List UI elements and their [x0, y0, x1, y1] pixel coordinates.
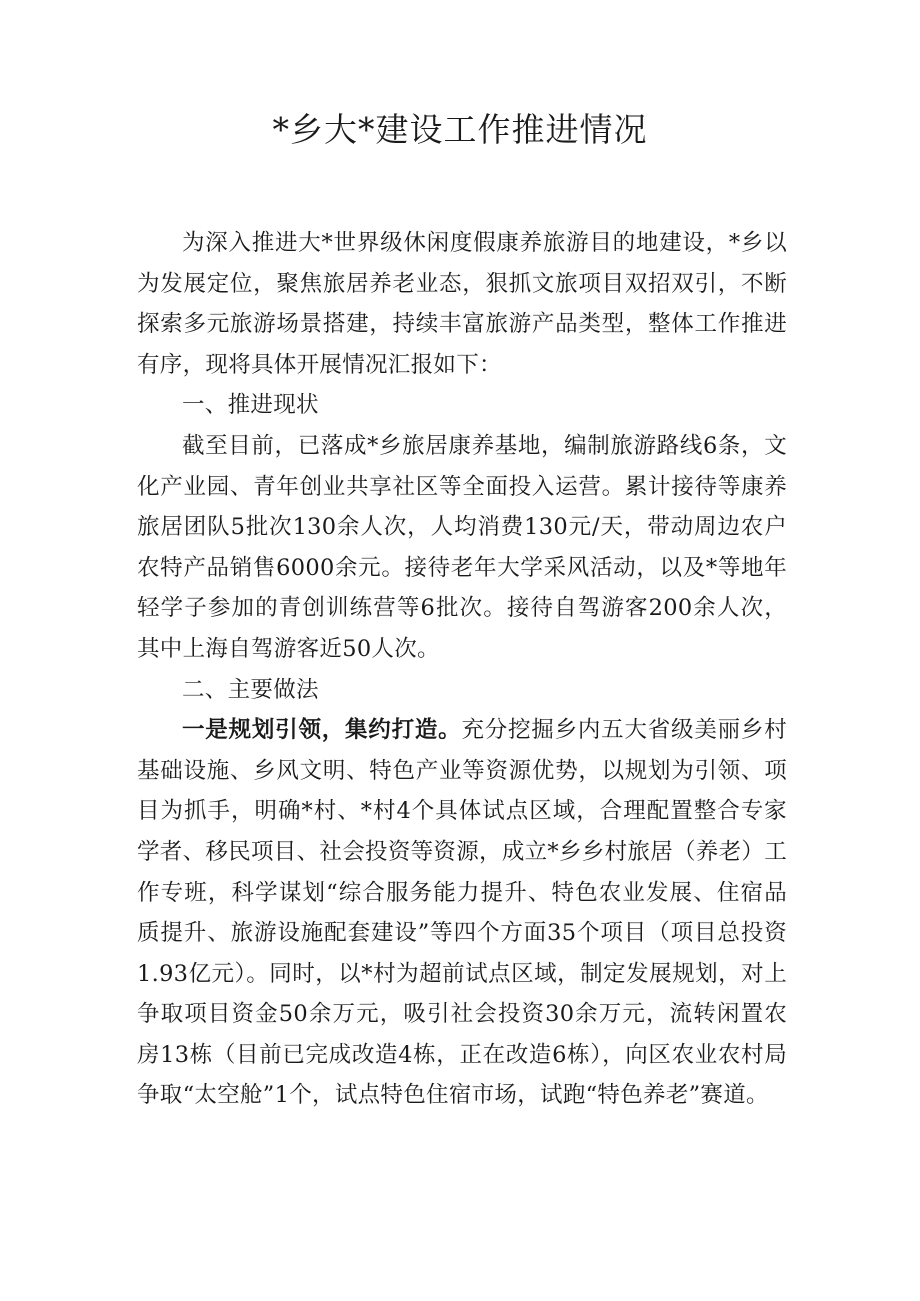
status-paragraph: 截至目前，已落成*乡旅居康养基地，编制旅游路线6条，文化产业园、青年创业共享社区等全面投入运营。累计接待等康养旅居团队5批次130余人次，人均消费130元/天，带动周边农户农特产品销售6000余元。接待老年大学采风活动，以及*等地年轻学子参加的青创训练营等6批次。接待自驾游客200余人次，其中上海自驾游客近50人次。	[137, 432, 787, 662]
section-heading-methods: 二、主要做法	[182, 676, 319, 703]
document-body	[137, 223, 787, 1116]
page-title: *乡大*建设工作推进情况	[272, 110, 648, 149]
intro-paragraph: 为深入推进大*世界级休闲度假康养旅游目的地建设，*乡以为发展定位，聚焦旅居养老业态，狠抓文旅项目双招双引，不断探索多元旅游场景搭建，持续丰富旅游产品类型，整体工作推进有序，现将具体开展情况汇报如下：	[137, 230, 787, 378]
methods-text: 充分挖掘乡内五大省级美丽乡村基础设施、乡风文明、特色产业等资源优势，以规划为引领、项目为抓手，明确*村、*村4个具体试点区域，合理配置整合专家学者、移民项目、社会投资等资源，成立*乡乡村旅居（养老）工作专班，科学谋划“综合服务能力提升、特色农业发展、住宿品质提升、旅游设施配套建设”等四个方面35个项目（项目总投资1.93亿元）。同时，以*村为超前试点区域，制定发展规划，对上争取项目资金50余万元，吸引社会投资30余万元，流转闲置农房13栋（目前已完成改造4栋，正在改造6栋），向区农业农村局争取“太空舱”1个，试点特色住宿市场，试跑“特色养老”赛道。	[137, 717, 787, 1109]
methods-paragraph	[137, 710, 787, 1116]
methods-lead: 一是规划引领，集约打造。	[182, 717, 462, 744]
section-heading-status: 一、推进现状	[182, 392, 319, 419]
